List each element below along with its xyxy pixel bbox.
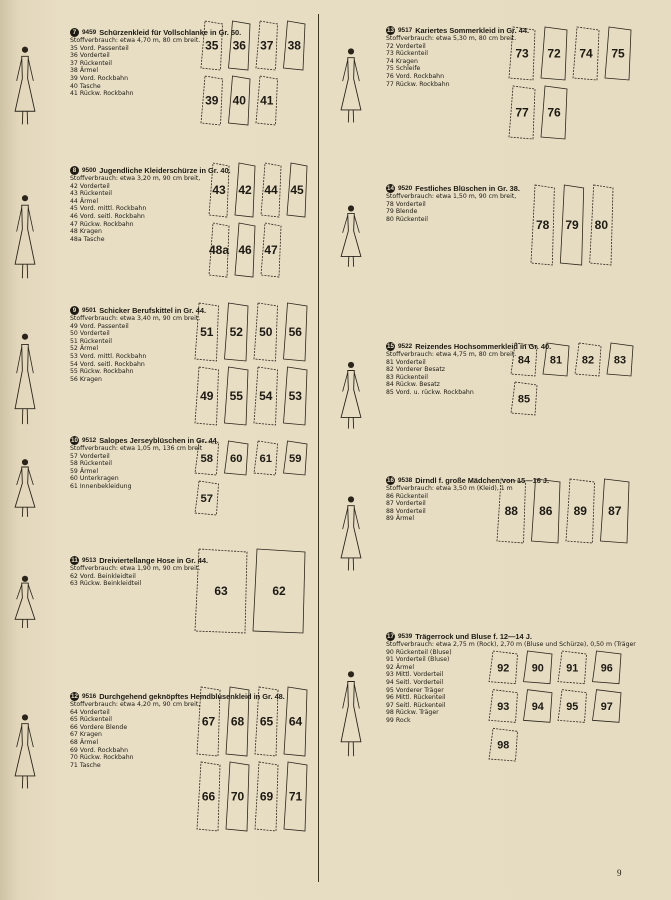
fabric-consumption: Stoffverbrauch: etwa 5,30 m, 80 cm breit. [386,35,517,42]
item-code: 9520 [398,184,413,192]
item-number-badge: 15 [387,343,394,350]
pattern-piece-number: 85 [517,393,531,406]
piece-list-item: 91 Vorderteil (Bluse) [386,656,450,664]
pattern-piece-number: 94 [531,701,544,713]
piece-list-item: 60 Unterkragen [70,475,119,483]
item-code: 9513 [82,556,97,564]
piece-list-item: 98 Rückw. Träger [386,709,439,717]
item-code: 9522 [398,342,413,350]
piece-list-item: 83 Rückenteil [386,373,428,381]
pattern-piece-number: 90 [531,662,544,675]
pattern-piece-number: 91 [566,662,579,675]
piece-list-item: 74 Kragen [386,57,418,65]
piece-list-item: 37 Rückenteil [70,59,112,67]
pattern-sheet-diagram [506,24,634,142]
piece-list-item: 36 Vorderteil [70,52,110,60]
pattern-piece-number: 67 [201,714,216,729]
fabric-consumption: Stoffverbrauch: etwa 1,05 m, 136 cm breit [70,445,203,452]
piece-list-item: 51 Rückenteil [70,337,112,345]
piece-list-item: 95 Vorderer Träger [386,686,444,694]
pattern-item [30,166,231,243]
piece-list-item: 59 Ärmel [70,467,99,475]
pattern-piece-number: 98 [497,739,510,752]
pattern-piece-number: 50 [259,325,273,339]
pattern-piece-number: 42 [238,183,252,197]
pattern-piece-number: 39 [205,93,219,108]
pattern-piece-number: 52 [229,325,243,339]
pattern-piece-number: 54 [259,389,273,403]
piece-list-item: 84 Rückw. Besatz [386,381,440,389]
pattern-item [340,184,520,223]
piece-list-item: 69 Vord. Rockbahn [70,746,129,754]
fashion-figure-illustration [340,204,362,268]
pattern-piece-number: 56 [288,325,302,339]
item-code: 9517 [398,26,413,34]
pattern-item [30,436,219,491]
pattern-piece-number: 75 [611,46,625,61]
pattern-piece-number: 40 [232,93,246,108]
piece-list-item: 81 Vorderteil [386,358,426,366]
pattern-sheet-diagram [198,18,308,128]
piece-list-item: 79 Blende [386,208,418,216]
pattern-piece-number: 79 [565,218,579,232]
pattern-piece-number: 95 [566,701,579,713]
pattern-piece-number: 81 [549,354,563,367]
fabric-consumption: Stoffverbrauch: etwa 3,50 m (Kleid), 1 m [386,485,513,492]
pattern-piece-number: 44 [264,183,278,197]
pattern-piece-number: 80 [594,218,609,232]
piece-list-item: 58 Rückenteil [70,460,112,468]
piece-list-item: 99 Rock [386,716,411,724]
piece-list-item: 85 Vord. u. rückw. Rockbahn [386,388,474,396]
item-code: 9500 [82,166,97,174]
piece-list-item: 96 Mittl. Rückenteil [386,694,446,702]
fashion-figure-illustration [14,458,36,518]
piece-list-item: 52 Ärmel [70,345,99,353]
fashion-figure-illustration [340,46,362,124]
pattern-piece-number: 82 [581,354,595,367]
item-title: Schürzenkleid für Vollschlanke in Gr. 50. [99,27,242,37]
piece-list-item: 75 Schleife [386,65,421,73]
fashion-figure-illustration [14,330,36,426]
piece-list-item: 49 Vord. Passenteil [70,322,129,330]
pattern-piece-number: 66 [201,789,216,804]
piece-list-item: 80 Rückenteil [386,215,428,223]
piece-list-item: 64 Vorderteil [70,708,110,716]
item-title: Dreiviertellange Hose in Gr. 44. [99,555,209,565]
piece-list-item: 90 Rückenteil (Bluse) [386,648,452,656]
pattern-sheet-diagram [206,160,310,280]
pattern-item [30,556,208,588]
piece-list-item: 48 Kragen [70,228,102,236]
pattern-piece-number: 76 [547,105,561,120]
pattern-piece-number: 96 [600,662,613,675]
pattern-piece-number: 35 [205,38,219,53]
piece-list-item: 53 Vord. mittl. Rockbahn [70,352,147,360]
item-code: 9516 [82,692,97,700]
pattern-piece-number: 72 [547,46,561,61]
pattern-piece-number: 89 [573,504,587,518]
piece-list-item: 50 Vorderteil [70,330,110,338]
piece-list-item: 63 Rückw. Beinkleidteil [70,580,142,588]
pattern-piece-number: 48a [208,243,230,257]
piece-list-item: 92 Ärmel [386,663,415,671]
fabric-consumption: Stoffverbrauch: etwa 4,20 m, 90 cm breit, [70,701,201,708]
pattern-piece-number: 59 [289,453,302,465]
pattern-piece-number: 73 [515,46,529,61]
piece-list-item: 66 Vordere Blende [70,723,128,731]
pattern-piece-number: 71 [288,789,303,804]
piece-list-item: 70 Rückw. Rockbahn [70,754,134,762]
item-number-badge: 11 [71,557,78,564]
item-title: Schicker Berufskittel in Gr. 44. [99,305,207,315]
fashion-figure-illustration [14,192,36,280]
item-title: Jugendliche Kleiderschürze in Gr. 40. [99,165,231,175]
piece-list-item: 55 Rückw. Rockbahn [70,368,134,376]
piece-list-item: 46 Vord. seitl. Rockbahn [70,212,145,220]
pattern-piece-number: 37 [260,38,274,53]
item-title: Durchgehend geknöpftes Hemdblusenkleid in Gr. 48. [99,691,285,701]
pattern-piece-number: 61 [259,453,272,465]
piece-list-item: 38 Ärmel [70,67,99,75]
pattern-piece-number: 88 [504,504,518,518]
pattern-sheet-diagram [194,684,310,834]
piece-list-item: 45 Vord. mittl. Rockbahn [70,205,147,213]
fabric-consumption: Stoffverbrauch: etwa 3,40 m, 90 cm breit. [70,315,201,322]
pattern-piece-number: 70 [230,789,245,804]
piece-list-item: 72 Vorderteil [386,42,426,50]
item-heading [70,306,206,315]
piece-list-item: 87 Vorderteil [386,500,426,508]
item-title: Festliches Blüschen in Gr. 38. [415,183,520,193]
item-number-badge: 13 [387,27,394,34]
item-number-badge: 16 [387,477,394,484]
pattern-piece-number: 64 [288,714,303,729]
piece-list-item: 97 Seitl. Rückenteil [386,701,446,709]
pattern-sheet-diagram [494,476,632,546]
item-code: 9501 [82,306,97,314]
piece-list-item: 76 Vord. Rockbahn [386,72,445,80]
pattern-piece-number: 87 [608,504,622,518]
fabric-consumption: Stoffverbrauch: etwa 1,90 m, 90 cm breit. [70,565,201,572]
item-code: 9459 [82,28,97,36]
pattern-piece-number: 49 [200,389,214,403]
fabric-consumption: Stoffverbrauch: etwa 4,70 m, 80 cm breit. [70,37,201,44]
pattern-piece-number: 84 [517,354,531,367]
item-number-badge: 17 [387,633,394,640]
piece-list-item: 47 Rückw. Rockbahn [70,220,134,228]
fabric-consumption: Stoffverbrauch: etwa 2,75 m (Rock), 2,70 m (Bluse und Schürze), 0,50 m (Träger [386,641,636,648]
pattern-piece-number: 97 [600,701,613,713]
piece-list [386,201,520,224]
pattern-piece-number: 46 [238,243,252,257]
piece-list-item: 56 Kragen [70,375,102,383]
pattern-item [30,306,206,383]
pattern-piece-number: 58 [200,453,213,465]
pattern-piece-number: 38 [287,38,301,53]
piece-list-item: 71 Tasche [70,761,101,769]
pattern-sheet-diagram [528,182,616,268]
fashion-figure-illustration [14,712,36,790]
item-number-badge: 12 [71,693,78,700]
piece-list-item: 44 Ärmel [70,197,99,205]
piece-list-item: 94 Seitl. Vorderteil [386,678,444,686]
piece-list-item: 73 Rückenteil [386,50,428,58]
piece-list-item: 39 Vord. Rockbahn [70,74,129,82]
pattern-piece-number: 43 [212,183,226,197]
pattern-piece-number: 36 [232,38,246,53]
pattern-piece-number: 55 [229,389,243,403]
pattern-sheet-diagram [192,300,310,428]
item-heading [386,632,636,641]
pattern-sheet-diagram [192,438,310,518]
pattern-piece-number: 92 [497,662,510,675]
pattern-piece-number: 65 [259,714,274,729]
page-number: 9 [617,868,622,878]
column-divider [318,14,319,882]
piece-list-item: 42 Vorderteil [70,182,110,190]
pattern-piece-number: 57 [200,493,213,505]
piece-list-item: 61 Innenbekleidung [70,482,132,490]
piece-list-item: 82 Vorderer Besatz [386,366,446,374]
item-title: Salopes Jerseyblüschen in Gr. 44. [99,435,219,445]
fashion-figure-illustration [14,575,36,629]
item-title: Trägerrock und Bluse f. 12—14 J. [415,631,532,641]
fashion-figure-illustration [340,494,362,572]
piece-list-item: 77 Rückw. Rockbahn [386,80,450,88]
item-number-badge: 7 [70,28,79,37]
pattern-piece-number: 86 [539,504,553,518]
piece-list-item: 57 Vorderteil [70,452,110,460]
item-title: Kariertes Sommerkleid in Gr. 44. [415,25,530,35]
item-code: 9539 [398,632,413,640]
pattern-piece-number: 60 [230,453,243,465]
item-heading [70,556,208,565]
item-heading [386,184,520,193]
piece-list [70,323,206,384]
fashion-figure-illustration [340,360,362,430]
item-code: 9538 [398,476,413,484]
piece-list-item: 86 Rückenteil [386,492,428,500]
pattern-sheet-diagram [486,648,624,764]
piece-list-item: 67 Kragen [70,731,102,739]
pattern-piece-number: 93 [497,701,510,713]
piece-list-item: 41 Rückw. Rockbahn [70,90,134,98]
item-number-badge: 14 [387,185,394,192]
fabric-consumption: Stoffverbrauch: etwa 1,50 m, 90 cm breit, [386,193,517,200]
item-number-badge: 8 [70,166,79,175]
pattern-piece-number: 41 [260,93,274,108]
fabric-consumption: Stoffverbrauch: etwa 3,20 m, 90 cm breit, [70,175,201,182]
piece-list-item: 40 Tasche [70,82,101,90]
pattern-piece-number: 53 [288,389,302,403]
piece-list-item: 88 Vorderteil [386,507,426,515]
pattern-sheet-diagram [508,340,636,418]
fashion-figure-illustration [340,668,362,758]
item-title: Dirndl f. große Mädchen von 15—16 J. [415,475,550,485]
pattern-piece-number: 62 [272,584,286,598]
pattern-item [340,26,529,88]
pattern-piece-number: 51 [200,325,214,339]
piece-list-item: 35 Vord. Passenteil [70,44,129,52]
fabric-consumption: Stoffverbrauch: etwa 4,75 m, 80 cm breit. [386,351,517,358]
piece-list-item: 68 Ärmel [70,738,99,746]
piece-list-item: 65 Rückenteil [70,716,112,724]
piece-list-item: 43 Rückenteil [70,190,112,198]
piece-list-item: 54 Vord. seitl. Rockbahn [70,360,145,368]
pattern-sheet-diagram [192,546,308,636]
pattern-piece-number: 77 [515,105,529,120]
piece-list-item: 78 Vorderteil [386,200,426,208]
item-number-badge: 10 [71,437,78,444]
pattern-piece-number: 83 [613,354,627,367]
pattern-piece-number: 68 [230,714,245,729]
item-code: 9512 [82,436,97,444]
fashion-figure-illustration [14,44,36,126]
piece-list-item: 89 Ärmel [386,515,415,523]
pattern-piece-number: 74 [579,46,593,61]
pattern-piece-number: 78 [535,218,550,232]
pattern-piece-number: 45 [290,183,304,197]
item-title: Reizendes Hochsommerkleid in Gr. 40. [415,341,552,351]
pattern-piece-number: 47 [264,243,278,257]
piece-list-item: 62 Vord. Beinkleidteil [70,572,136,580]
piece-list [70,573,208,588]
piece-list-item: 48a Tasche [70,235,105,243]
item-number-badge: 9 [70,306,79,315]
piece-list-item: 93 Mittl. Vorderteil [386,671,444,679]
pattern-piece-number: 63 [214,584,228,598]
pattern-piece-number: 69 [259,789,274,804]
